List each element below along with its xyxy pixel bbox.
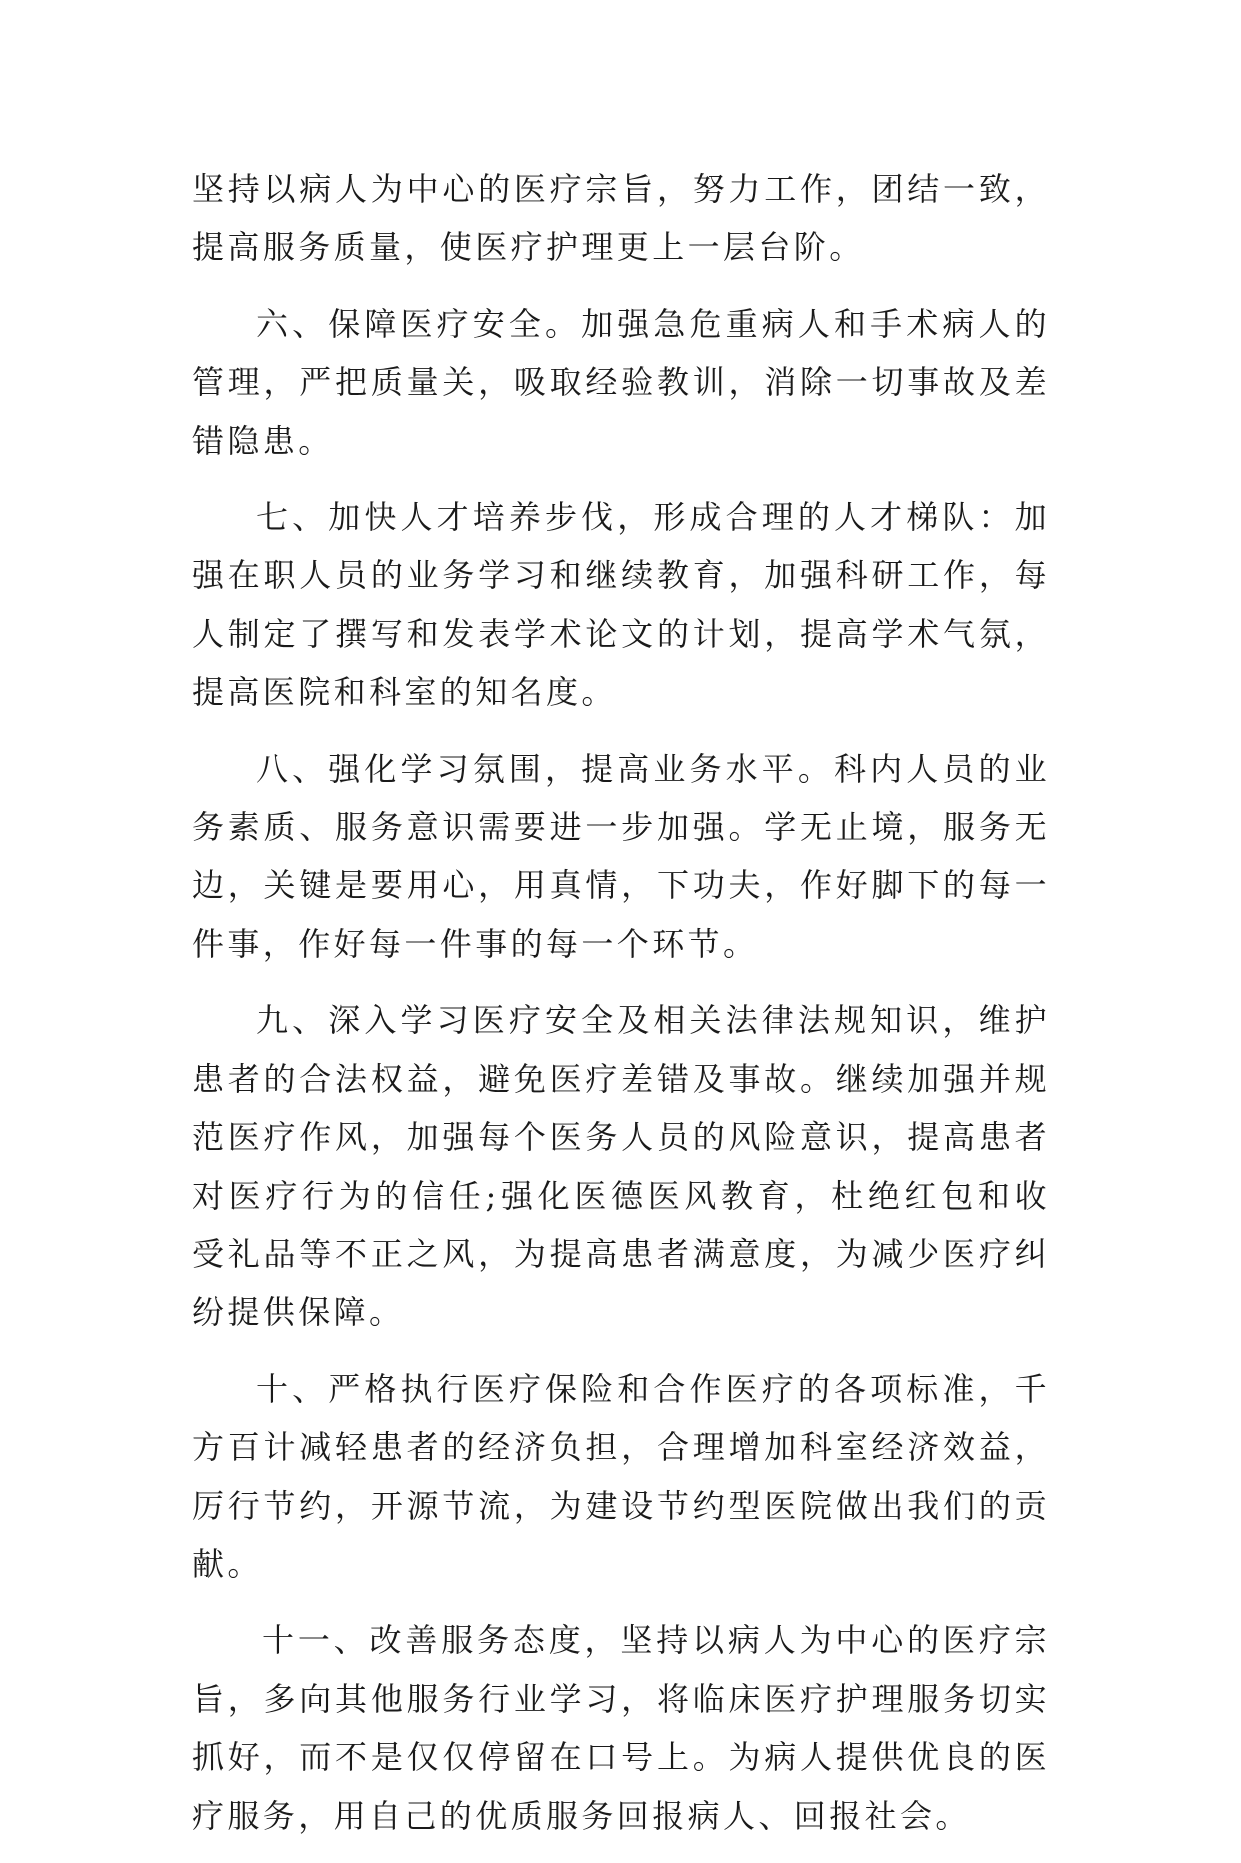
paragraph-item-9: 九、深入学习医疗安全及相关法律法规知识，维护患者的合法权益，避免医疗差错及事故。继续加强并规范医疗作风，加强每个医务人员的风险意识，提高患者对医疗行为的信任;强化医德医风教育，杜绝红包和收受礼品等不正之风，为提高患者满意度，为减少医疗纠纷提供保障。 bbox=[192, 1001, 1050, 1332]
paragraph-item-8: 八、强化学习氛围，提高业务水平。科内人员的业务素质、服务意识需要进一步加强。学无止境，服务无边，关键是要用心，用真情，下功夫，作好脚下的每一件事，作好每一件事的每一个环节。 bbox=[192, 749, 1050, 963]
paragraph-item-10: 十、严格执行医疗保险和合作医疗的各项标准，千方百计减轻患者的经济负担，合理增加科室经济效益，厉行节约，开源节流，为建设节约型医院做出我们的贡献。 bbox=[192, 1369, 1050, 1583]
document-body bbox=[192, 160, 1050, 1863]
paragraph-item-11: 十一、改善服务态度，坚持以病人为中心的医疗宗旨，多向其他服务行业学习，将临床医疗护理服务切实抓好，而不是仅仅停留在口号上。为病人提供优良的医疗服务，用自己的优质服务回报病人、回报社会。 bbox=[192, 1621, 1050, 1835]
paragraph-continuation: 坚持以病人为中心的医疗宗旨，努力工作，团结一致，提高服务质量，使医疗护理更上一层台阶。 bbox=[192, 170, 1050, 267]
paragraph-item-7: 七、加快人才培养步伐，形成合理的人才梯队：加强在职人员的业务学习和继续教育，加强科研工作，每人制定了撰写和发表学术论文的计划，提高学术气氛，提高医院和科室的知名度。 bbox=[192, 498, 1050, 712]
paragraph-item-6: 六、保障医疗安全。加强急危重病人和手术病人的管理，严把质量关，吸取经验教训，消除一切事故及差错隐患。 bbox=[192, 304, 1050, 460]
